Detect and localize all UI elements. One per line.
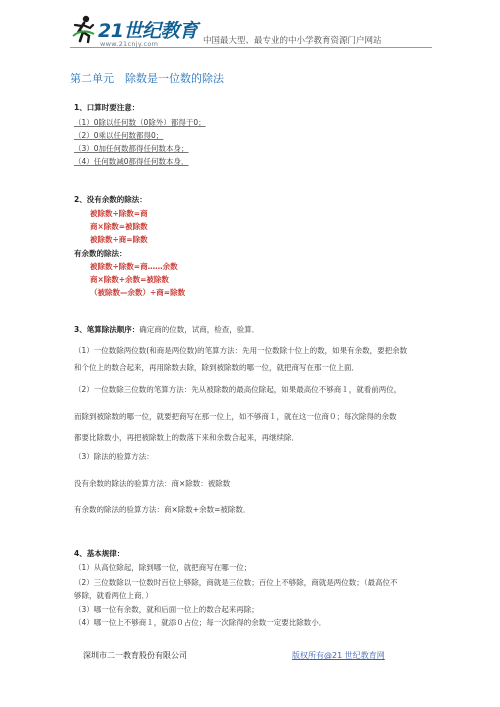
page-header bbox=[70, 12, 432, 56]
section-3-heading-tail: 确定商的位数，试商，检查，验算． bbox=[139, 325, 260, 334]
formula: 商×除数+余数=被除数 bbox=[90, 275, 169, 284]
rule-item: （1）从高位除起，除到哪一位，就把商写在哪一位； bbox=[74, 563, 252, 572]
paragraph-line: 没有余数的除法的验算方法：商×除数：被除数 bbox=[74, 479, 231, 488]
rule-item: 够除，就看两位上商．） bbox=[74, 591, 153, 600]
paragraph-line: 和个位上的数合起来，再用除数去除，除到被除数的哪一位，就把商写在那一位上面． bbox=[74, 363, 359, 372]
section-3-heading-line bbox=[74, 324, 259, 335]
section-1-heading: 1、口算时要注意： bbox=[74, 103, 140, 112]
header-tagline: 中国最大型、最专业的中小学教育资源门户网站 bbox=[203, 36, 382, 46]
formula: （被除数—余数）÷商=除数 bbox=[90, 288, 186, 297]
formula: 被除数÷除数=商 bbox=[90, 209, 148, 218]
brand-name: 21世纪教育 bbox=[98, 20, 198, 42]
site-logo[interactable] bbox=[70, 12, 200, 52]
rule-item: （1）0除以任何数（0除外）都得于0； bbox=[74, 118, 206, 127]
section-4-heading: 4、基本规律： bbox=[74, 549, 125, 558]
brand-url: www.21cnjy.com bbox=[100, 40, 159, 48]
paragraph-line: 而除到被除数的哪一位，就要把商写在那一位上，如不够商１，就在这一位商０；每次除得的余数 bbox=[74, 412, 397, 421]
paragraph-line: （3）除法的验算方法： bbox=[74, 452, 154, 461]
rule-item: （2）0乘以任何数都得0； bbox=[74, 131, 164, 140]
footer-company: 深圳市二一教育股份有限公司 bbox=[83, 651, 187, 660]
paragraph-line: （1）一位数除两位数(和商是两位数)的笔算方法：先用一位数除十位上的数，如果有余数，要把余数 bbox=[74, 346, 408, 355]
paragraph-line: 有余数的除法的验算方法：商×除数+余数=被除数． bbox=[74, 505, 251, 514]
section-2-heading: 2、没有余数的除法： bbox=[74, 195, 147, 204]
formula: 商×除数=被除数 bbox=[90, 222, 148, 231]
rule-item: （4）哪一位上不够商１，就添０占位；每一次除得的余数一定要比除数小． bbox=[74, 618, 327, 627]
section-3-heading: 3、笔算除法顺序： bbox=[74, 325, 140, 334]
formula: 被除数÷除数=商……余数 bbox=[90, 262, 178, 271]
formula: 被除数÷商=除数 bbox=[90, 235, 148, 244]
rule-item: （4）任何数减0都得任何数本身． bbox=[74, 157, 189, 166]
paragraph-line: 都要比除数小，再把被除数上的数落下来和余数合起来，再继续除． bbox=[74, 433, 299, 442]
runner-logo-icon bbox=[70, 14, 96, 44]
header-divider bbox=[70, 47, 432, 48]
footer-copyright-link[interactable]: 版权所有@21 世纪教育网 bbox=[292, 651, 385, 660]
rule-item: （3）0加任何数都得任何数本身； bbox=[74, 144, 189, 153]
rule-item: （3）哪一位有余数，就和后面一位上的数合起来再除； bbox=[74, 605, 259, 614]
rule-item: （2）三位数除以一位数时百位上够除，商就是三位数；百位上不够除，商就是两位数；（最高位不 bbox=[74, 578, 398, 587]
paragraph-line: （2）一位数除三位数的笔算方法：先从被除数的最高位除起，如果最高位不够商１，就看前两位， bbox=[74, 385, 402, 394]
page-title: 第二单元 除数是一位数的除法 bbox=[70, 72, 224, 85]
remainder-heading: 有余数的除法： bbox=[74, 249, 127, 258]
